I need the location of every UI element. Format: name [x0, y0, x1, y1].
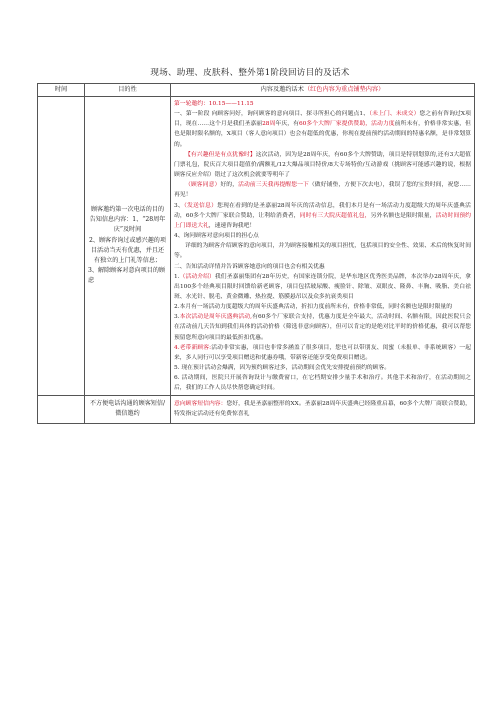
script-paragraph: 6. 活动期间，医院只开展咨询设计与缴费窗口，在它档期安排少量手术和治疗。其他手术和治疗，在活动期间之后，我们的工作人员尽快帮您确定时间。: [174, 375, 471, 392]
script-content-cell: [171, 97, 475, 396]
script-paragraph: 5. 现在预计活动会爆满，因为预约顾客过多，活动期间会优先安排提前预约的顾客。: [174, 365, 391, 372]
table-row: [38, 395, 475, 423]
sms-content-cell: [171, 395, 475, 423]
header-content: [171, 84, 475, 97]
table-header-row: [38, 84, 475, 97]
purpose-line: 2、顾客咨询过或感兴趣的项目活动当天有优惠，并且还有独立的上门礼等信息；: [88, 236, 166, 264]
script-paragraph: 3.本次活动是周年庆盛典活动,有60多个厂家联合支持，优惠力度是全年最大，活动时间、名额有限，因此医院只会在活动前几天告知到我们具体的活动价格（筛选非意向顾客），但可以肯定的是绝对比平时的价格优惠，我可以帮您预留您所意向项目的最低折扣优惠。: [174, 314, 471, 341]
schedule-table: [37, 83, 475, 424]
purpose-cell: 不方便电话沟通的顾客短信/微信邀约: [85, 395, 171, 423]
header-time: 时间: [38, 84, 85, 97]
first-round-heading: 第一轮邀约：10.15——11.15: [174, 101, 254, 107]
header-purpose: 目的性: [85, 84, 171, 97]
purpose-cell: [85, 97, 171, 396]
script-paragraph: 1.（活动介绍）我们圣嘉丽集团有28年历史，有国家连锁分院，是华东地区优秀医美品牌，本次举办28周年庆，拿出100多个经典项目限时回馈给新老顾客，项目包括玻尿酸、瘦脸针、除皱、双眼皮、隆鼻、丰胸、吸脂、美白祛斑、水光针、脱毛、黄金微雕、热拉提、筋膜悬吊以及众多抗衰类项目: [174, 273, 471, 300]
purpose-line: 顾客邀约第一次电话的目的告知信息内容：1、“28周年庆”及时间: [89, 205, 166, 234]
script-paragraph: 4、询问顾客对意向项目的担心点: [174, 233, 259, 240]
purpose-line: 3、解除顾客对意向项目的顾虑: [88, 267, 166, 285]
script-paragraph: 意向顾客短信内容：您好，我是圣嘉丽整形的XX。圣嘉丽28周年庆盛典已经隆重启幕，60多个大牌厂商联合赞助，特发指定活动还有免费惊喜礼: [174, 400, 471, 417]
time-cell: [38, 395, 85, 423]
script-paragraph: 二、告知活动详情并告诉顾客她意向的项目也会有相关优惠: [174, 263, 325, 270]
script-paragraph: 一、第一阶段 向顾客问好，询问顾客的意向项目、探寻所担心的问题点1、（未上门、未成交）您之前有咨询过X项目，现在……这个月是我们圣嘉丽28周年庆，有60多个大牌厂家提供赞助，活动力度前所未有，价格非常实惠，但也是限时限名额的，X项目（客人意向项目）也会有超低的优惠，你现在提前预约活动期间的特惠名额，是非常划算的。: [174, 111, 471, 148]
document-title: 现场、助理、皮肤科、整外第1阶段回访目的及话术: [150, 68, 350, 78]
script-paragraph: 【有兴趣但是有点犹豫时】这次活动，因为是28周年庆，有60多个大牌赞助，项目是特别划算的,还有3大超值门票礼包，院庆百大项目超值价/满额礼/12大爆品项目特价/8大专场特价/互动游戏（挑顾客可能感兴趣的说，根据顾客反应介绍）错过了这次机会就要等明年了: [174, 151, 471, 179]
table-row: [38, 97, 475, 396]
script-paragraph: （顾客同意）好的，活动前三天我再提醒您一下（做好铺垫，方便下次去电），我误了您的宝贵时间，祝您……再见！: [174, 182, 471, 199]
script-paragraph: 详细的为顾客介绍顾客的意向项目，并为顾客接触相关的项目担忧，包括项目的安全性、效果、术后的恢复时间等。: [174, 243, 471, 260]
script-paragraph: 4.老带新顾客:活动非常实惠，项目也非常多涵盖了很多项目，您也可以带朋友、闺蜜（未报单、非系统顾客）一起来，多人同行可以享受项目赠送和优惠券哦，带新客还能享受免费项目赠送。: [174, 344, 471, 361]
time-cell: [38, 97, 85, 396]
header-content-label: 内容及邀约话术: [260, 86, 304, 93]
script-paragraph: 2.本月有一场活动力度超级大的周年庆盛典活动，折扣力度前所未有，价格非常低，同时名额也是限时限量的: [174, 304, 452, 311]
header-content-note: （红色内容为重点铺垫内容）: [303, 86, 385, 93]
script-paragraph: 3、（发送信息）您现在看到的是圣嘉丽28周年庆的活动信息，我们本月是有一场活动力度超级大的周年庆盛典活动，60多个大牌厂家联合赞助，让利给消费者，同时有三大院庆超值礼包，另外名额也是限时限量，活动时间预约上门即送大礼，速速咨询我吧！: [174, 202, 471, 229]
